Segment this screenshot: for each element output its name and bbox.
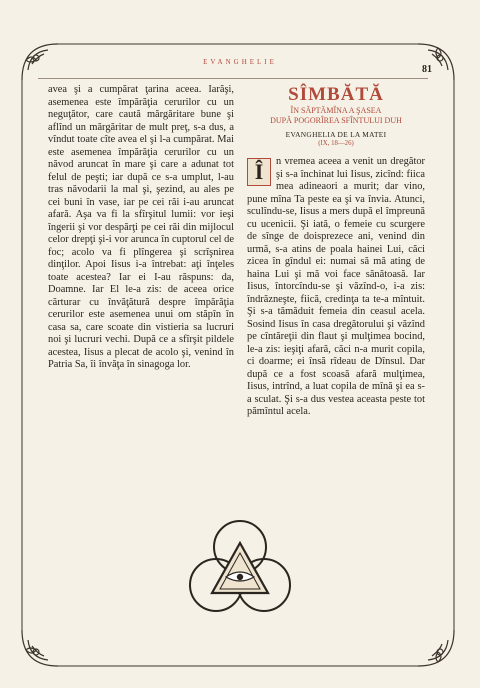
left-column bbox=[48, 84, 234, 372]
page-number: 81 bbox=[422, 64, 432, 75]
header-rule bbox=[38, 78, 428, 79]
running-header: EVANGHELIE bbox=[203, 58, 277, 66]
left-column-text: avea şi a cumpărat ţarina aceea. Iarăşi, asemenea este împărăţia cerurilor cu un neguţător, care caută mărgăritare bune şi aflînd un mărgăritar de mult preţ, s-a dus, a vîndut toate cîte avea el şi l-a cumpărat. Mai este asemenea împărăţia cerurilor cu un năvod aruncat în mare şi care a adunat tot felul de peşti; iar după ce s-a umplut, l-au tras năvodarii la mal şi, şezind, au ales pe cei buni în vase, iar pe cei răi i-au aruncat afară. Aşa va fi la sfîrşitul lumii: vor ieşi îngerii şi vor despărţi pe cei răi din mijlocul celor drepţi şi-i vor arunca în cuptorul cel de foc; acolo va fi plîngerea şi scrîşnirea dinţilor. Apoi Iisus i-a întrebat: aţi înţeles toate acestea? Iar ei I-au răspuns: da, Doamne. Iar El le-a zis: de aceea orice cărturar cu învăţătură despre împărăţia cerurilor este asemenea unui om stăpîn în casa sa, care scoate din vistieria sa lucruri noi şi lucruri vechi. După ce a sfîrşit pildele acestea, Iisus a plecat de acolo şi, venind în Patria Sa, îi învăţa în sinagoga lor. bbox=[48, 84, 234, 370]
reading-title: SÎMBĂTĂ bbox=[288, 84, 384, 105]
gospel-reference: EVANGHELIA DE LA MATEI bbox=[285, 130, 387, 139]
reading-title-block bbox=[247, 84, 425, 147]
reading-subtitle-line1: ÎN SĂPTĂMÎNA A ŞASEA bbox=[290, 106, 382, 115]
chapter-reference: (IX, 18—26) bbox=[318, 140, 354, 147]
drop-cap-letter: Î bbox=[254, 159, 264, 184]
right-column bbox=[247, 156, 425, 419]
page-header bbox=[40, 58, 440, 78]
right-column-text: n vremea aceea a venit un dregător şi s-a închinat lui Iisus, zicînd: fiica mea adineaori a murit; dar vino, pune mîna Ta peste ea şi va învia. Atunci, sculîndu-se, Iisus a mers după el împreună cu ucenicii. Şi iată, o femeie cu scurgere de sînge de doisprezece ani, venind din urmă, s-a atins de poala hainei Lui, căci zicea în gîndul ei: numai să mă ating de haina Lui şi mă voi face sănătoasă. Iar Iisus, întorcîndu-se şi văzînd-o, i-a zis: îndrăzneşte, fiică, credinţa ta te-a mîntuit. Şi s-a tămăduit femeia din ceasul acela. Sosind Iisus în casa dregătorului şi văzînd pe cîntăreţii din flaut şi mulţimea bocind, le-a zis: ieşiţi afară, căci n-a murit copila, ci doarme; ei însă rîdeau de Dînsul. Dar după ce a fost scoasă afară mulţimea, Iisus, intrînd, a luat copila de mînă şi ea s-a sculat. Şi s-a dus vestea aceasta peste tot pămîntul acela. bbox=[247, 156, 425, 417]
trinity-emblem-icon bbox=[180, 515, 300, 617]
reading-subtitle-line2: DUPĂ POGORÎREA SFÎNTULUI DUH bbox=[270, 116, 402, 125]
drop-cap bbox=[247, 158, 271, 186]
